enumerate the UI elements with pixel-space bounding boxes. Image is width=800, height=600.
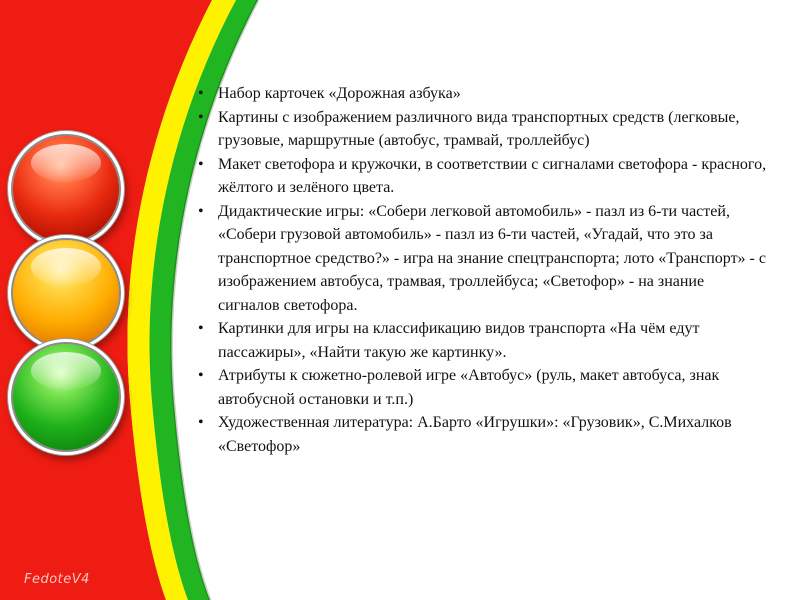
light-gloss bbox=[31, 248, 101, 286]
watermark: FedoteV4 bbox=[24, 572, 90, 587]
bullet-icon: • bbox=[198, 155, 204, 173]
bullet-icon: • bbox=[198, 414, 204, 431]
yellow-light-icon bbox=[13, 240, 119, 346]
list-item bbox=[196, 82, 768, 106]
bullet-icon: • bbox=[198, 367, 204, 384]
bullet-icon: • bbox=[198, 108, 204, 126]
list-item bbox=[196, 106, 768, 153]
list-item-text: Картины с изображением различного вида транспортных средств (легковые, грузовые, маршрутные (автобус, трамвай, троллейбус) bbox=[218, 108, 740, 149]
green-light-icon bbox=[13, 344, 119, 450]
list-item-text: Художественная литература: А.Барто «Игрушки»: «Грузовик», С.Михалков «Светофор» bbox=[218, 414, 732, 455]
list-item bbox=[196, 317, 768, 364]
list-item bbox=[196, 411, 768, 458]
bullet-icon: • bbox=[198, 85, 204, 102]
list-item-text: Набор карточек «Дорожная азбука» bbox=[218, 85, 461, 102]
light-gloss bbox=[31, 352, 101, 390]
list-item bbox=[196, 364, 768, 411]
list-item-text: Дидактические игры: «Собери легковой автомобиль» - пазл из 6-ти частей, «Собери грузовой автомобиль» - пазл из 6-ти частей, «Угадай, что это за транспортное средство?» - игра на знание спецтранспорта; лото «Транспорт» - с изображением автобуса, трамвая, троллейбуса; «Светофор» - на знание сигналов светофора. bbox=[218, 202, 766, 314]
list-item-text: Атрибуты к сюжетно-ролевой игре «Автобус» (руль, макет автобуса, знак автобусной остановки и т.п.) bbox=[218, 367, 720, 408]
bullet-icon: • bbox=[198, 202, 204, 220]
list-item-text: Картинки для игры на классификацию видов транспорта «На чём едут пассажиры», «Найти такую же картинку». bbox=[218, 320, 700, 361]
red-light-icon bbox=[13, 136, 119, 242]
light-gloss bbox=[31, 144, 101, 182]
list-item-text: Макет светофора и кружочки, в соответствии с сигналами светофора - красного, жёлтого и зелёного цвета. bbox=[218, 155, 767, 196]
bullet-icon: • bbox=[198, 320, 204, 337]
materials-list bbox=[196, 82, 768, 458]
list-item bbox=[196, 153, 768, 200]
list-item bbox=[196, 200, 768, 318]
